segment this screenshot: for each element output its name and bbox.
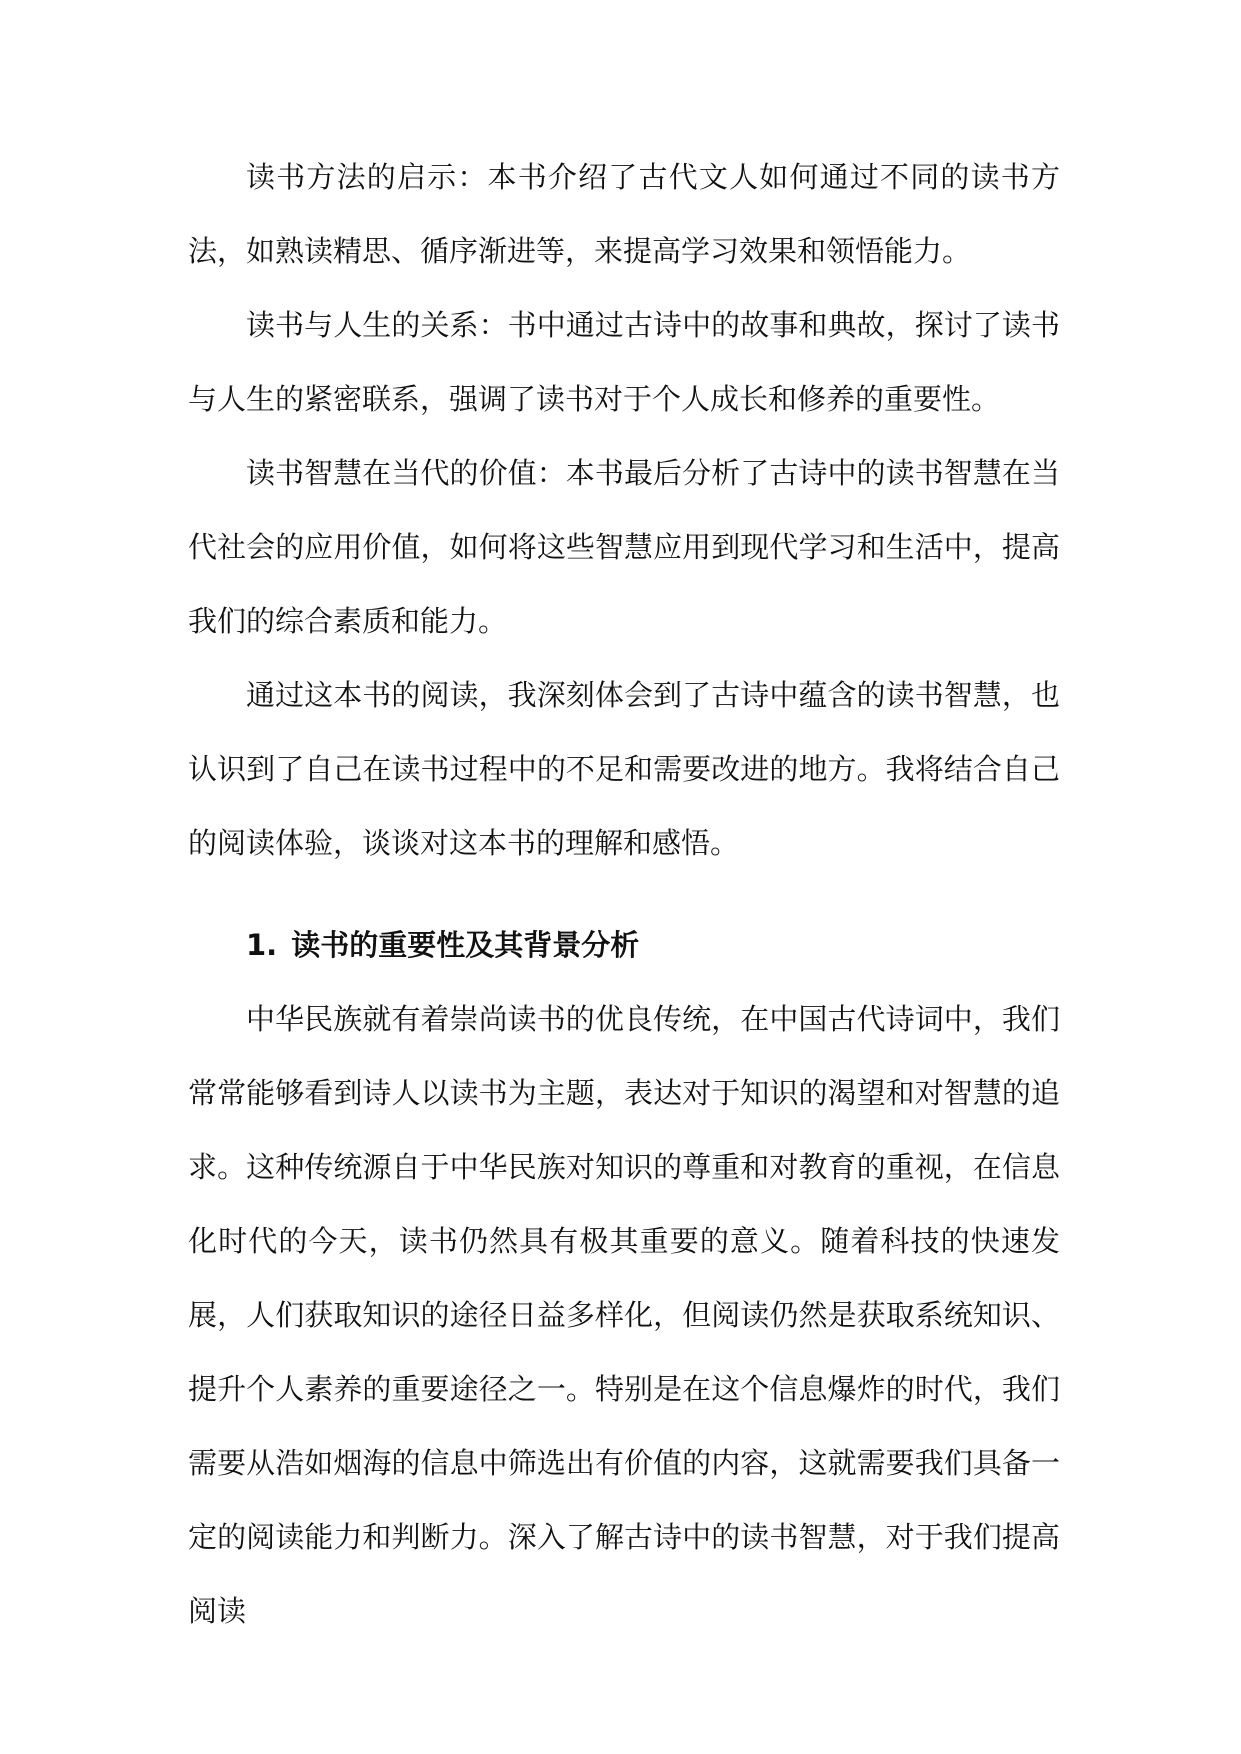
paragraph-reading-methods: 读书方法的启示：本书介绍了古代文人如何通过不同的读书方法，如熟读精思、循序渐进等，来提高学习效果和领悟能力。 (188, 160, 1060, 268)
page-content (188, 140, 1060, 1648)
section-title: 读书的重要性及其背景分析 (291, 928, 640, 962)
section-heading (188, 908, 1060, 982)
paragraph-reading-and-life: 读书与人生的关系：书中通过古诗中的故事和典故，探讨了读书与人生的紧密联系，强调了读书对于个人成长和修养的重要性。 (188, 308, 1060, 416)
paragraph-importance: 中华民族就有着崇尚读书的优良传统，在中国古代诗词中，我们常常能够看到诗人以读书为主题，表达对于知识的渴望和对智慧的追求。这种传统源自于中华民族对知识的尊重和对教育的重视，在信息化时代的今天，读书仍然具有极其重要的意义。随着科技的快速发展，人们获取知识的途径日益多样化，但阅读仍然是获取系统知识、提升个人素养的重要途径之一。特别是在这个信息爆炸的时代，我们需要从浩如烟海的信息中筛选出有价值的内容，这就需要我们具备一定的阅读能力和判断力。深入了解古诗中的读书智慧，对于我们提高阅读 (188, 1002, 1060, 1628)
section-number: 1. (246, 928, 278, 962)
paragraph-contemporary-value: 读书智慧在当代的价值：本书最后分析了古诗中的读书智慧在当代社会的应用价值，如何将这些智慧应用到现代学习和生活中，提高我们的综合素质和能力。 (188, 456, 1060, 638)
paragraph-reflection: 通过这本书的阅读，我深刻体会到了古诗中蕴含的读书智慧，也认识到了自己在读书过程中的不足和需要改进的地方。我将结合自己的阅读体验，谈谈对这本书的理解和感悟。 (188, 678, 1060, 860)
